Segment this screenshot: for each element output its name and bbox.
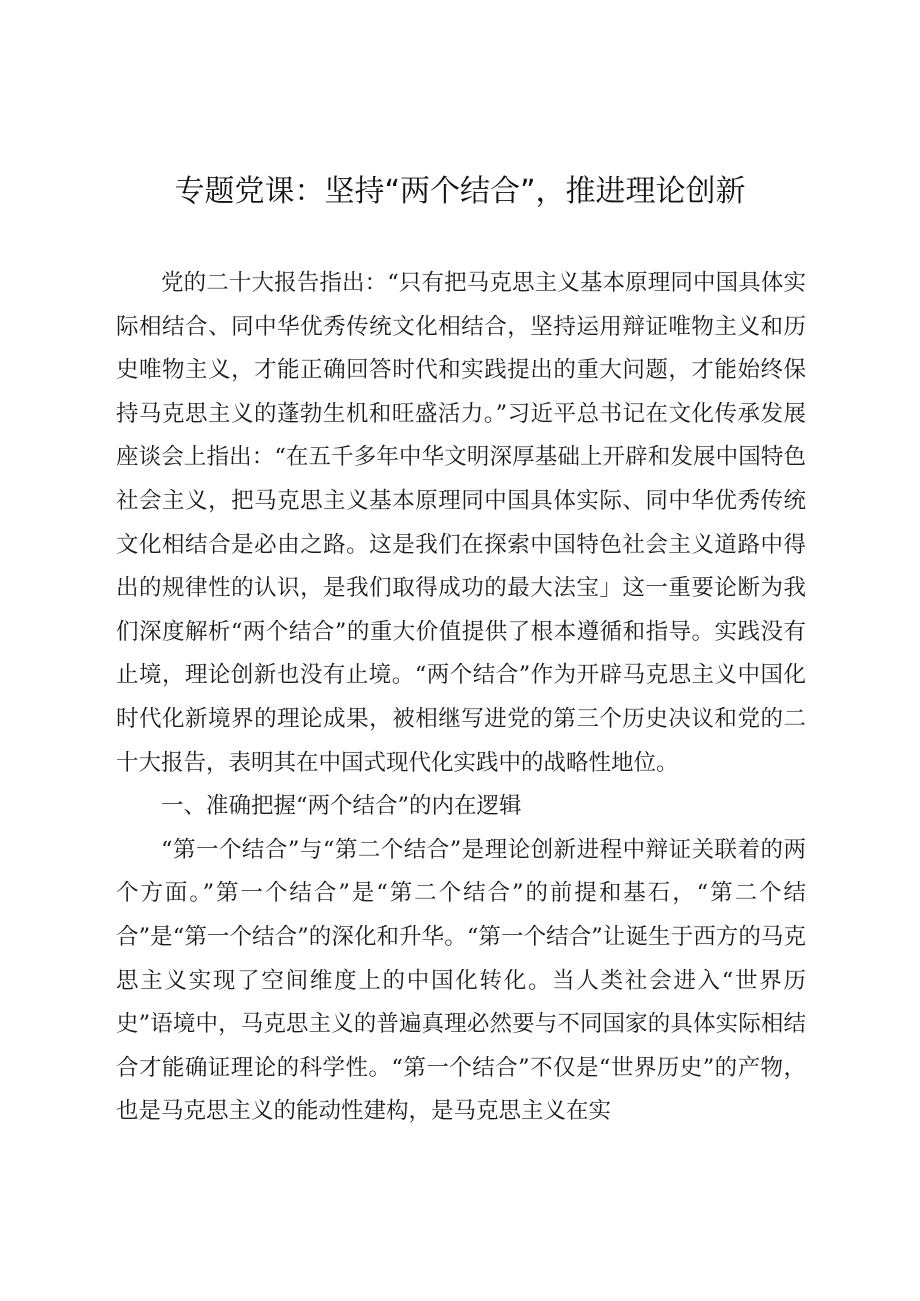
paragraph-intro: 党的二十大报告指出：“只有把马克思主义基本原理同中国具体实际相结合、同中华优秀传统文化相结合，坚持运用辩证唯物主义和历史唯物主义，才能正确回答时代和实践提出的重大问题，才能始终保持马克思主义的蓬勃生机和旺盛活力。”习近平总书记在文化传承发展座谈会上指出：“在五千多年中华文明深厚基础上开辟和发展中国特色社会主义，把马克思主义基本原理同中国具体实际、同中华优秀传统文化相结合是必由之路。这是我们在探索中国特色社会主义道路中得出的规律性的认识，是我们取得成功的最大法宝」这一重要论断为我们深度解析“两个结合”的重大价值提供了根本遵循和指导。实践没有止境，理论创新也没有止境。“两个结合”作为开辟马克思主义中国化时代化新境界的理论成果，被相继写进党的第三个历史决议和党的二十大报告，表明其在中国式现代化实践中的战略性地位。	[116, 270, 806, 776]
section-heading: 一、准确把握“两个结合”的内在逻辑	[161, 793, 522, 820]
paragraph-section-one: “第一个结合”与“第二个结合”是理论创新进程中辩证关联着的两个方面。”第一个结合”是“第二个结合”的前提和基石，“第二个结合”是“第一个结合”的深化和升华。“第一个结合”让诞生于西方的马克思主义实现了空间维度上的中国化转化。当人类社会进入“世界历史”语境中，马克思主义的普遍真理必然要与不同国家的具体实际相结合才能确证理论的科学性。“第一个结合”不仅是“世界历史”的产物，也是马克思主义的能动性建构，是马克思主义在实	[116, 836, 806, 1125]
document-title: 专题党课：坚持“两个结合”，推进理论创新	[174, 174, 746, 209]
document-body	[116, 262, 806, 1134]
